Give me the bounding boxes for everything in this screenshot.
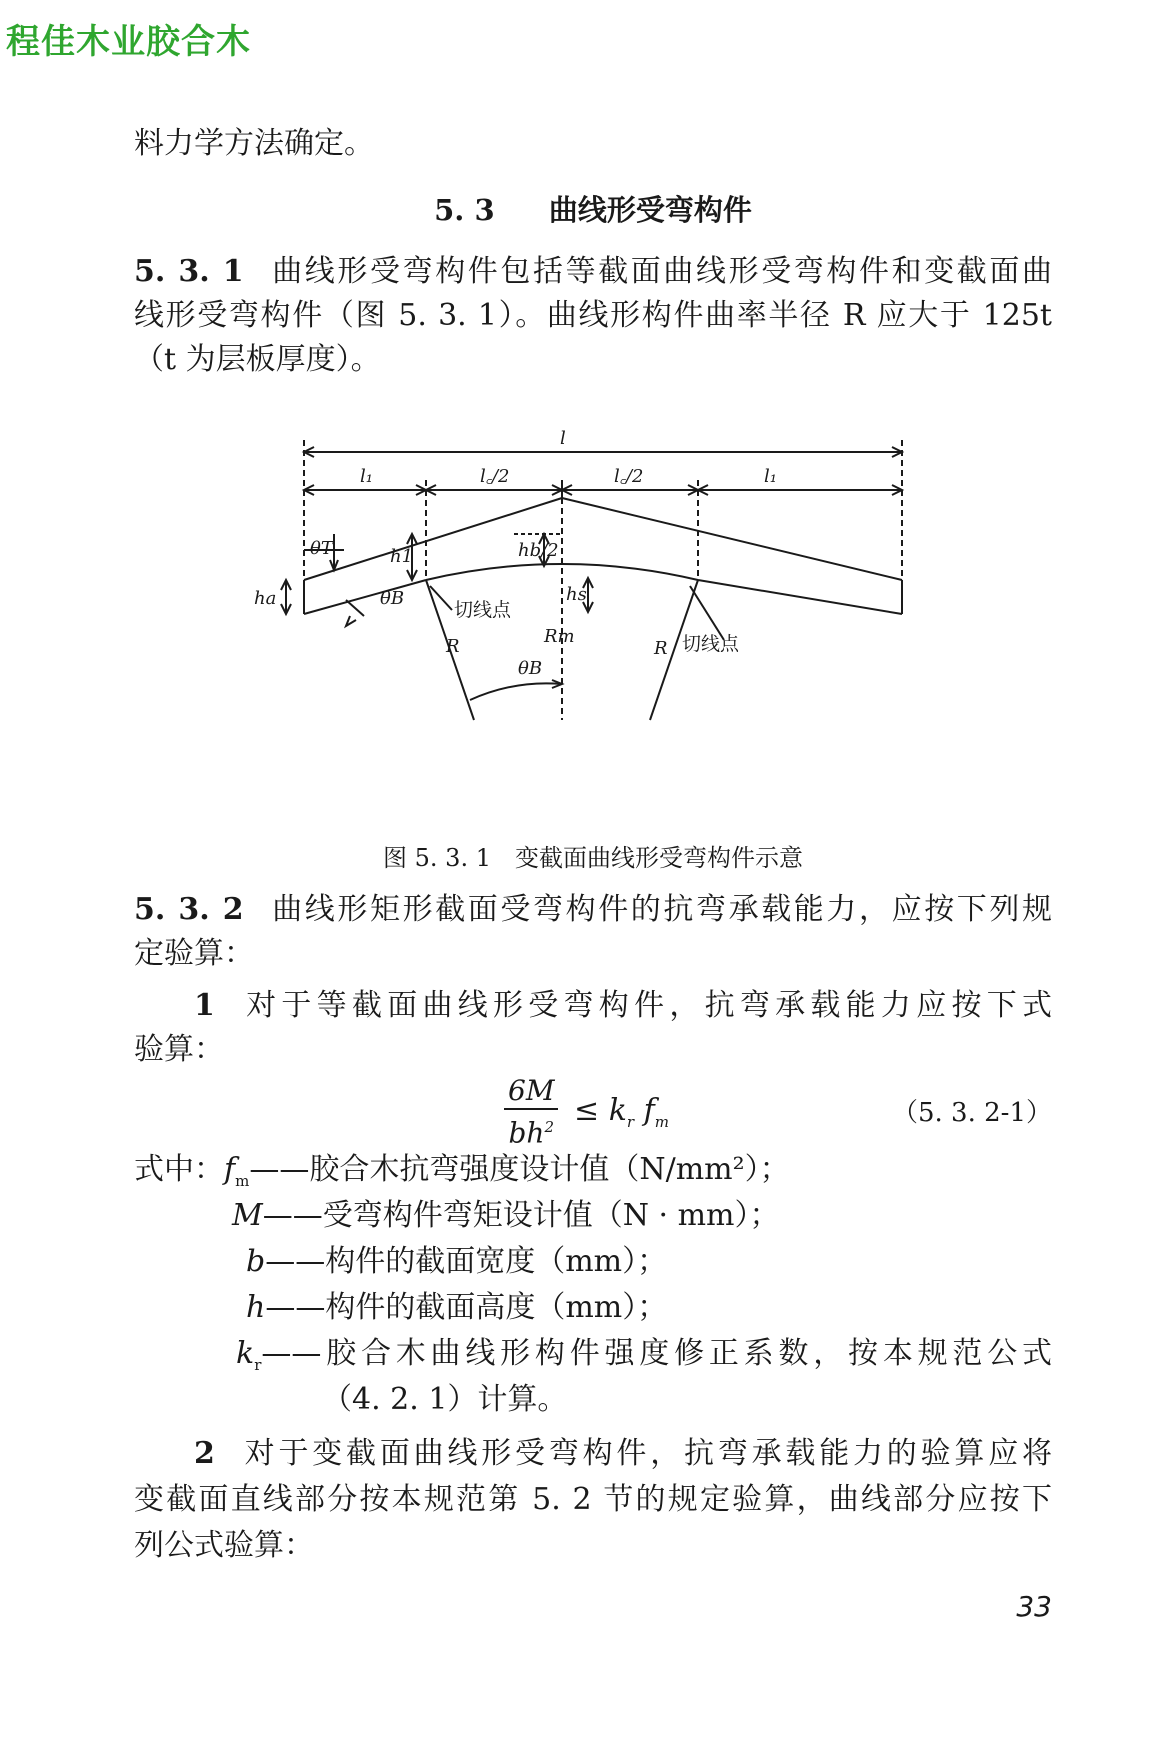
label-tangent-right: 切线点 <box>682 633 740 655</box>
top-line: 料力学方法确定。 <box>134 126 374 161</box>
label-hs: hs <box>566 584 587 605</box>
section-number: 5. 3 <box>434 193 495 227</box>
label-l1-right: l₁ <box>764 466 777 487</box>
clause-531-line1 <box>134 252 1052 292</box>
definition-kr-cont: （4. 2. 1）计算。 <box>322 1382 568 1417</box>
section-heading <box>134 188 1052 229</box>
beam-top-left <box>304 498 562 580</box>
label-rm: Rm <box>544 626 575 647</box>
beam-bottom-left <box>304 580 426 614</box>
definition-m: M——受弯构件弯矩设计值（N · mm）； <box>232 1198 780 1233</box>
page-number: 33 <box>1016 1590 1052 1623</box>
clause-text: 曲线形受弯构件包括等截面曲线形受弯构件和变截面曲 <box>269 254 1053 289</box>
label-l1-left: l₁ <box>360 466 373 487</box>
beam-bottom-right <box>698 580 902 614</box>
definition-b: b——构件的截面宽度（mm）； <box>246 1244 668 1279</box>
equation-number: （5. 3. 2-1） <box>891 1098 1052 1128</box>
definition-h: h——构件的截面高度（mm）； <box>246 1290 668 1325</box>
formula-5-3-2-1 <box>504 1074 669 1150</box>
item1-line1 <box>194 986 1052 1026</box>
item1-line2: 验算： <box>134 1032 224 1067</box>
figure-curved-beam-diagram <box>134 430 1052 820</box>
definition-kr: $k_r——$胶合木曲线形构件强度修正系数，按本规范公式 <box>236 1336 1052 1374</box>
clause-531-line3: （t 为层板厚度）。 <box>134 342 381 377</box>
item2-line2: 变截面直线部分按本规范第 5. 2 节的规定验算，曲线部分应按下 <box>134 1482 1052 1517</box>
label-ha: ha <box>254 588 277 609</box>
clause-number: 5. 3. 2 <box>134 892 244 927</box>
clause-531-line2: 线形受弯构件（图 5. 3. 1）。曲线形构件曲率半径 R 应大于 125t <box>134 298 1052 333</box>
label-theta-b-bottom: θB <box>518 658 543 679</box>
label-tangent-left: 切线点 <box>454 599 512 621</box>
formula-rhs: ≤ $k_r$ $f_m$ <box>574 1093 669 1132</box>
item2-line3: 列公式验算： <box>134 1528 314 1563</box>
beam-top-right <box>562 498 902 580</box>
clause-number: 5. 3. 1 <box>134 254 244 289</box>
label-theta-b-left: θB <box>380 588 405 609</box>
label-lc-half-right: l꜀/2 <box>614 466 644 487</box>
item-number: 2 <box>194 1436 215 1471</box>
section-title: 曲线形受弯构件 <box>548 193 752 227</box>
label-l: l <box>560 430 566 449</box>
clause-text: 曲线形矩形截面受弯构件的抗弯承载能力，应按下列规 <box>269 892 1053 927</box>
formula-denominator: $bh^2$ <box>508 1116 554 1150</box>
definition-fm: 式中：$f_m——$胶合木抗弯强度设计值（N/mm²）； <box>134 1152 790 1190</box>
label-h1: h1 <box>390 546 414 567</box>
item-text: 对于变截面曲线形受弯构件，抗弯承载能力的验算应将 <box>240 1436 1052 1471</box>
label-r-left: R <box>446 636 460 657</box>
item2-line1 <box>194 1434 1052 1474</box>
label-lc-half-left: l꜀/2 <box>480 466 510 487</box>
item-number: 1 <box>194 988 215 1023</box>
figure-caption: 图 5. 3. 1 变截面曲线形受弯构件示意 <box>383 844 803 872</box>
formula-numerator: 6M <box>504 1074 558 1110</box>
item-text: 对于等截面曲线形受弯构件，抗弯承载能力应按下式 <box>240 988 1052 1023</box>
clause-532-line1 <box>134 890 1052 930</box>
watermark-text: 程佳木业胶合木 <box>6 22 251 62</box>
clause-532-line2: 定验算： <box>134 936 254 971</box>
label-theta-t: θT <box>310 538 333 559</box>
formula-fraction <box>504 1074 558 1150</box>
label-hb-half: hb/2 <box>518 540 559 561</box>
label-r-right: R <box>654 638 668 659</box>
